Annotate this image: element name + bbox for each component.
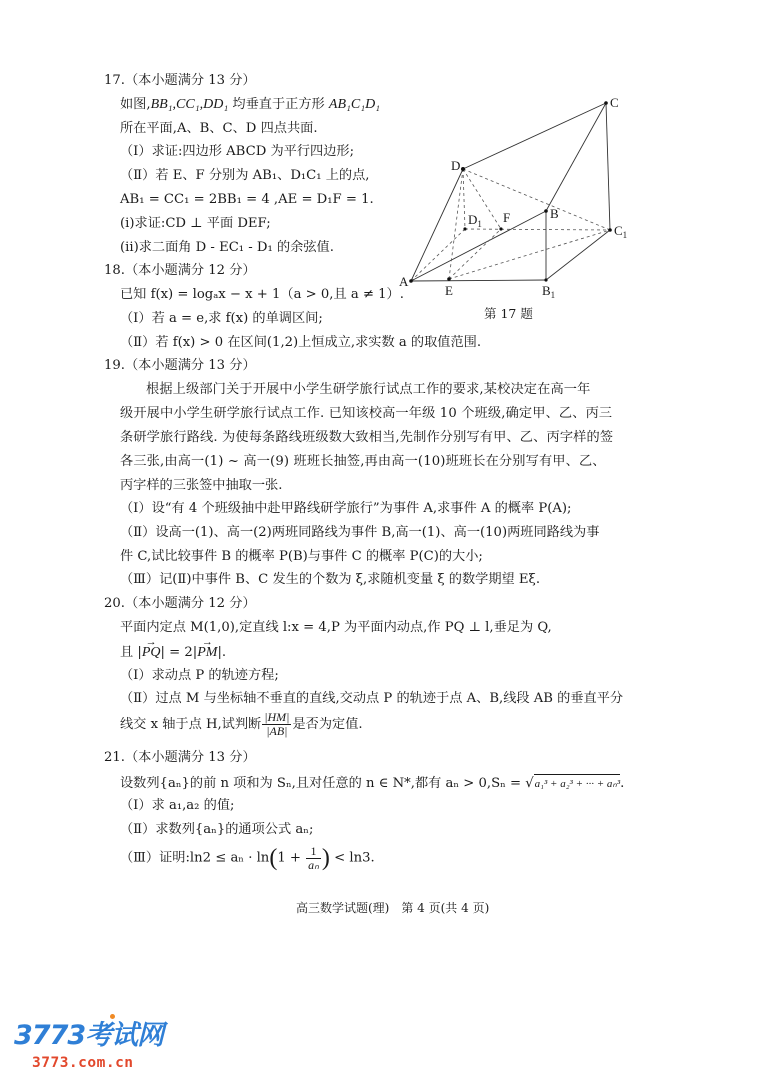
q18-part2: （Ⅱ）若 f(x) > 0 在区间(1,2)上恒成立,求实数 a 的取值范围.	[120, 335, 482, 350]
dash-a-d1	[411, 229, 465, 281]
q17-header: 17.（本小题满分 13 分）	[104, 73, 256, 88]
q20-part2-line2	[120, 711, 363, 738]
point-f	[499, 227, 502, 230]
dash-d-e	[449, 169, 463, 279]
dash-d1-c1	[465, 229, 610, 230]
point-a	[409, 279, 413, 283]
edge-c-b	[546, 103, 606, 211]
dash-e-f	[449, 229, 501, 279]
q20-part2-line1: （Ⅱ）过点 M 与坐标轴不垂直的直线,交动点 P 的轨迹于点 A、B,线段 AB 的垂直平分	[120, 691, 624, 706]
q21-part3-inner: 1 +	[277, 850, 306, 866]
q21-part3	[120, 843, 375, 874]
q21-sqrt-expression: a₁³ + a₂³ + ··· + aₙ³	[534, 774, 620, 793]
label-d: D	[451, 158, 461, 173]
point-e	[447, 277, 451, 281]
q20-part2-line2-suffix: 是否为定值.	[292, 717, 363, 732]
q20-stem-line2-mid: | = 2|	[160, 645, 198, 660]
right-paren: )	[321, 845, 330, 871]
fraction-hm-ab	[262, 711, 291, 738]
q17-stem-line2: 所在平面,A、B、C、D 四点共面.	[120, 121, 318, 136]
fraction-numerator: 1	[306, 845, 321, 859]
q17-part2-line1: （Ⅱ）若 E、F 分别为 AB₁、D₁C₁ 上的点,	[120, 168, 370, 183]
q18-part1: （Ⅰ）若 a = e,求 f(x) 的单调区间;	[120, 311, 323, 326]
q20-part1: （Ⅰ）求动点 P 的轨迹方程;	[120, 668, 279, 683]
fraction-denominator: |AB|	[266, 724, 288, 738]
q17-stem-prefix: 如图,	[120, 97, 151, 112]
label-e: E	[445, 283, 453, 298]
q21-part2: （Ⅱ）求数列{aₙ}的通项公式 aₙ;	[120, 822, 314, 837]
q21-stem-prefix: 设数列{aₙ}的前 n 项和为 Sₙ,且对任意的 n ∈ N*,都有 aₙ > 0,Sₙ =	[120, 776, 526, 791]
dash-d-d1	[463, 169, 465, 229]
vector-pm: → PM	[197, 644, 217, 662]
q20-stem-line2-suffix: |.	[217, 645, 227, 660]
q19-part3: （Ⅲ）记(Ⅱ)中事件 B、C 发生的个数为 ξ,求随机变量 ξ 的数学期望 Eξ.	[120, 572, 541, 587]
label-d1: $D_1$	[468, 212, 482, 229]
q19-para-line4: 各三张,由高一(1) ~ 高一(9) 班班长抽签,再由高一(10)班班长在分别写有甲、乙、	[120, 454, 606, 469]
q17-part1: （Ⅰ）求证:四边形 ABCD 为平行四边形;	[120, 144, 355, 159]
label-c1: $C_1$	[614, 223, 628, 240]
q21-header: 21.（本小题满分 13 分）	[104, 750, 256, 765]
q17-stem-line1	[120, 96, 380, 114]
point-b	[544, 209, 548, 213]
q20-header: 20.（本小题满分 12 分）	[104, 596, 256, 611]
logo-dot-icon	[110, 1014, 115, 1019]
label-a: A	[399, 274, 409, 289]
q21-part3-suffix: < ln3.	[329, 850, 375, 866]
q17-stem-mid: 均垂直于正方形	[228, 97, 329, 112]
fraction-one-over-an	[306, 845, 321, 872]
edge-a-d	[411, 169, 463, 281]
watermark-brand: 3773考试网	[14, 1020, 164, 1051]
q20-part2-line2-prefix: 线交 x 轴于点 H,试判断	[120, 717, 262, 732]
figure-caption: 第 17 题	[484, 306, 533, 321]
q19-part2-line1: （Ⅱ）设高一(1)、高一(2)两班同路线为事件 B,高一(1)、高一(10)两班同路线为事	[120, 525, 600, 540]
q20-stem-line1: 平面内定点 M(1,0),定直线 l:x = 4,P 为平面内动点,作 PQ ⊥ l,垂足为 Q,	[120, 620, 552, 635]
edge-d-c	[463, 103, 606, 169]
q21-part1: （Ⅰ）求 a₁,a₂ 的值;	[120, 798, 235, 813]
label-b1: $B_1$	[542, 283, 556, 300]
label-f: F	[503, 210, 511, 225]
label-b: B	[550, 206, 559, 221]
q19-para-line2: 级开展中小学生研学旅行试点工作. 已知该校高一年级 10 个班级,确定甲、乙、丙三	[120, 406, 613, 421]
dash-d-c1	[463, 169, 610, 230]
q17-part2-i: (i)求证:CD ⊥ 平面 DEF;	[120, 216, 271, 231]
sqrt-sign: √	[525, 776, 534, 791]
q19-para-line5: 丙字样的三张签中抽取一张.	[120, 478, 283, 493]
point-b1	[544, 278, 547, 281]
edge-c-c1	[606, 103, 610, 230]
q21-stem	[120, 774, 624, 793]
watermark-url: 3773.com.cn	[32, 1055, 134, 1071]
q17-stem-math2: AB₁C₁D₁	[328, 97, 381, 112]
point-c1	[608, 228, 612, 232]
page-footer: 高三数学试题(理) 第 4 页(共 4 页)	[296, 901, 490, 915]
q17-stem-math: BB₁,CC₁,DD₁	[150, 97, 229, 112]
left-paren: (	[269, 845, 278, 871]
fraction-numerator: |HM|	[264, 710, 290, 724]
point-d1	[463, 227, 466, 230]
q19-para-line1: 根据上级部门关于开展中小学生研学旅行试点工作的要求,某校决定在高一年	[146, 382, 591, 397]
q20-stem-line2-prefix: 且 |	[120, 645, 142, 660]
q20-stem-line2	[120, 644, 226, 662]
edge-a-b1	[411, 280, 546, 281]
label-c: C	[610, 95, 619, 110]
q19-part2-line2: 件 C,试比较事件 B 的概率 P(B)与事件 C 的概率 P(C)的大小;	[120, 549, 483, 564]
q19-part1: （Ⅰ）设“有 4 个班级抽中赴甲路线研学旅行”为事件 A,求事件 A 的概率 P(A);	[120, 501, 572, 516]
q17-figure	[395, 90, 635, 320]
edge-b1-c1	[546, 230, 610, 280]
point-c	[604, 101, 608, 105]
vector-pq: → PQ	[142, 644, 161, 662]
point-d	[461, 167, 465, 171]
q19-header: 19.（本小题满分 13 分）	[104, 358, 256, 373]
q21-stem-suffix: .	[620, 776, 625, 791]
q19-para-line3: 条研学旅行路线. 为使每条路线班级数大致相当,先制作分别写有甲、乙、丙字样的签	[120, 430, 614, 445]
q18-header: 18.（本小题满分 12 分）	[104, 263, 256, 278]
watermark-logo	[14, 1014, 184, 1074]
dash-e-c1	[449, 230, 610, 279]
q17-part2-ii: (ii)求二面角 D - EC₁ - D₁ 的余弦值.	[120, 240, 334, 255]
q21-part3-prefix: （Ⅲ）证明:ln2 ≤ aₙ · ln	[120, 850, 270, 866]
q18-stem: 已知 f(x) = logₐx − x + 1（a > 0,且 a ≠ 1）.	[120, 287, 404, 302]
fraction-denominator: aₙ	[308, 857, 319, 872]
q17-part2-line2: AB₁ = CC₁ = 2BB₁ = 4 ,AE = D₁F = 1.	[120, 192, 374, 207]
